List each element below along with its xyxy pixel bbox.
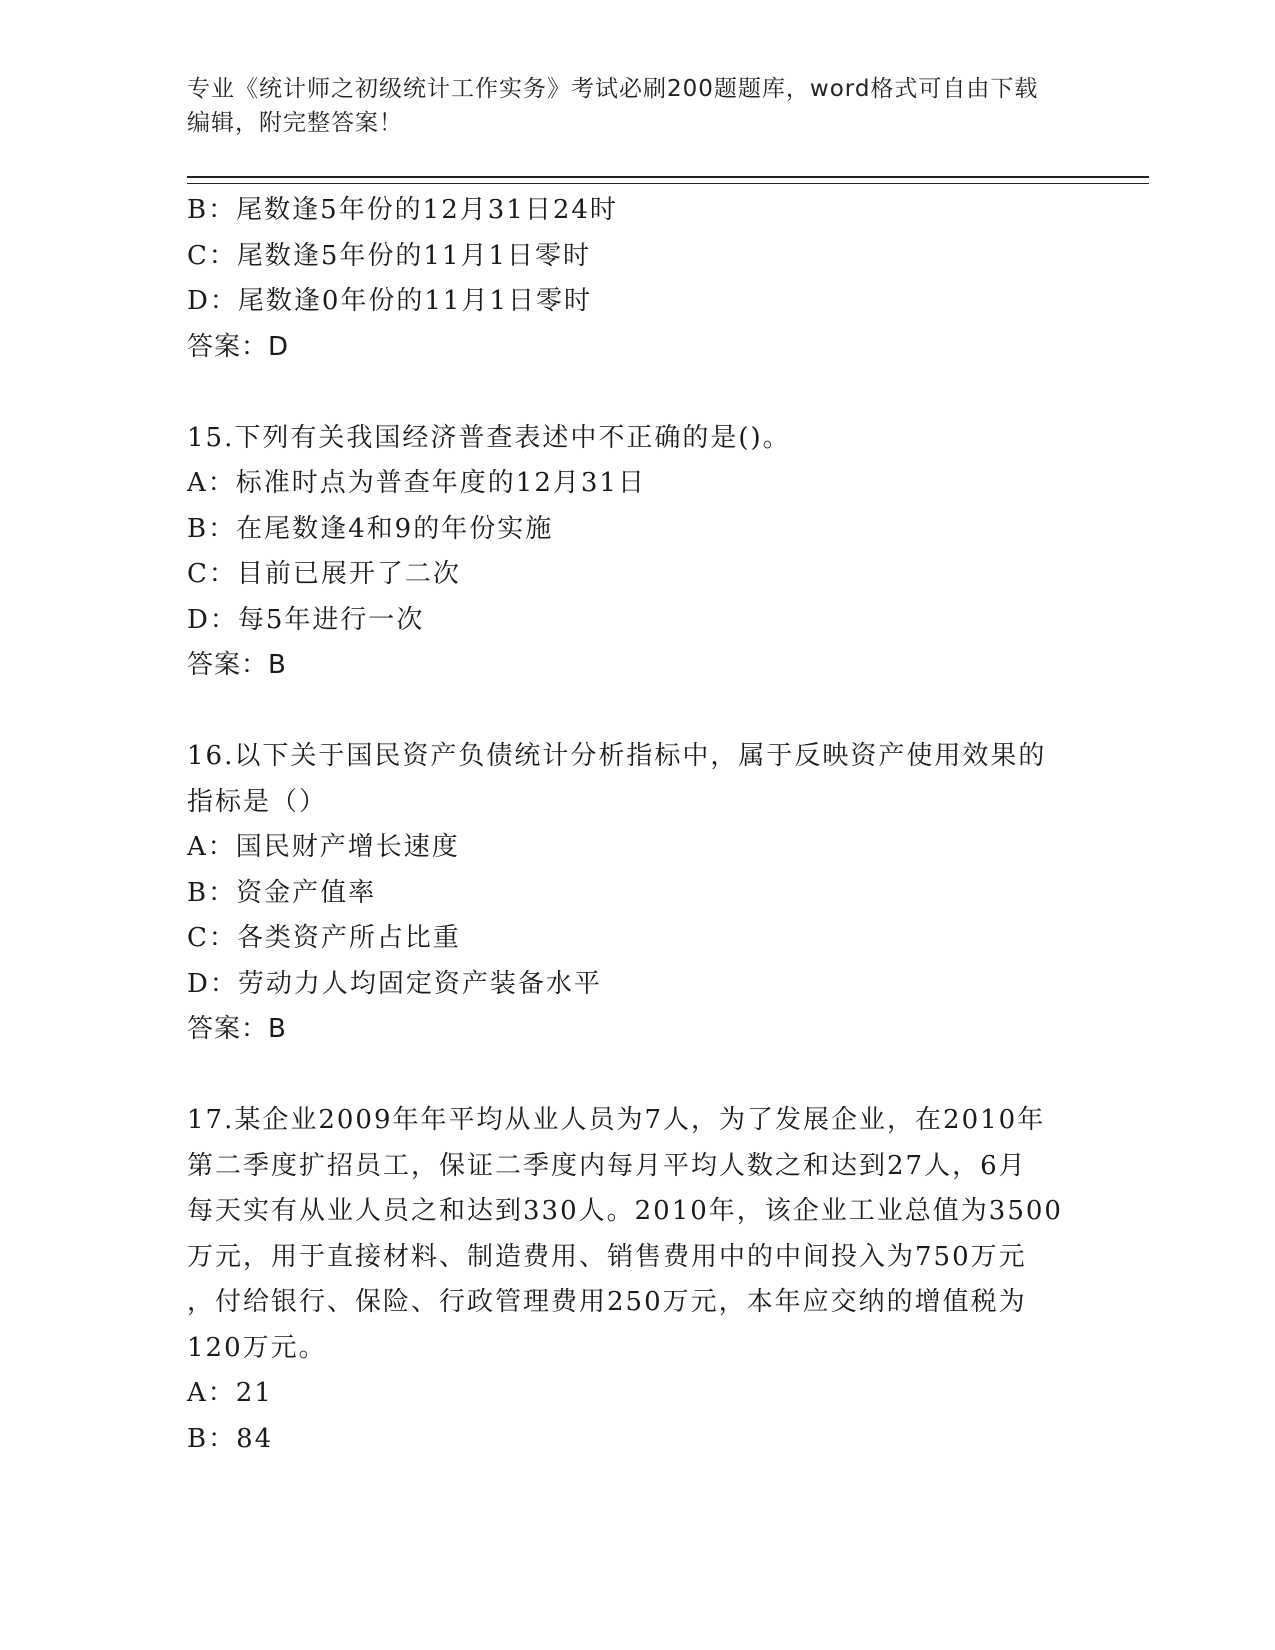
question-stem-line: 16.以下关于国民资产负债统计分析指标中，属于反映资产使用效果的 bbox=[187, 741, 1047, 771]
header-line-2: 编辑，附完整答案！ bbox=[187, 110, 403, 136]
question-stem-line: 指标是（） bbox=[187, 786, 328, 817]
option-a: A：21 bbox=[187, 1378, 273, 1408]
option-d: D：每5年进行一次 bbox=[187, 604, 425, 635]
question-17 bbox=[187, 1098, 1087, 1462]
spacer bbox=[187, 689, 1087, 735]
option-c: C：目前已展开了二次 bbox=[187, 559, 461, 589]
spacer bbox=[187, 1053, 1087, 1099]
answer-line: 答案：B bbox=[187, 650, 287, 680]
option-b: B：尾数逢5年份的12月31日24时 bbox=[187, 195, 618, 225]
document-header bbox=[187, 72, 1087, 140]
option-c: C：尾数逢5年份的11月1日零时 bbox=[187, 240, 592, 271]
question-stem-line: 每天实有从业人员之和达到330人。2010年，该企业工业总值为3500 bbox=[187, 1196, 1063, 1226]
header-divider bbox=[187, 176, 1149, 184]
question-stem-line: 万元，用于直接材料、制造费用、销售费用中的中间投入为750万元 bbox=[187, 1241, 1027, 1272]
option-d: D：劳动力人均固定资产装备水平 bbox=[187, 968, 602, 999]
answer-line: 答案：D bbox=[187, 331, 290, 362]
question-stem-line: 17.某企业2009年年平均从业人员为7人，为了发展企业，在2010年 bbox=[187, 1105, 1046, 1135]
option-d: D：尾数逢0年份的11月1日零时 bbox=[187, 286, 593, 316]
header-line-1: 专业《统计师之初级统计工作实务》考试必刷200题题库，word格式可自由下载 bbox=[187, 76, 1039, 102]
option-b: B：资金产值率 bbox=[187, 877, 377, 908]
option-c: C：各类资产所占比重 bbox=[187, 923, 461, 953]
question-14 bbox=[187, 188, 1087, 370]
question-15 bbox=[187, 416, 1087, 689]
option-b: B：84 bbox=[187, 1423, 274, 1454]
question-stem-line: ，付给银行、保险、行政管理费用250万元，本年应交纳的增值税为 bbox=[187, 1287, 1027, 1317]
question-stem-line: 120万元。 bbox=[187, 1332, 327, 1363]
option-b: B：在尾数逢4和9的年份实施 bbox=[187, 513, 554, 544]
answer-line: 答案：B bbox=[187, 1014, 287, 1044]
spacer bbox=[187, 370, 1087, 416]
question-stem-line: 第二季度扩招员工，保证二季度内每月平均人数之和达到27人，6月 bbox=[187, 1150, 1027, 1181]
option-a: A：国民财产增长速度 bbox=[187, 832, 460, 862]
option-a: A：标准时点为普查年度的12月31日 bbox=[187, 468, 646, 498]
question-16 bbox=[187, 734, 1087, 1053]
question-stem: 15.下列有关我国经济普查表述中不正确的是()。 bbox=[187, 422, 791, 453]
question-body bbox=[187, 188, 1087, 1462]
